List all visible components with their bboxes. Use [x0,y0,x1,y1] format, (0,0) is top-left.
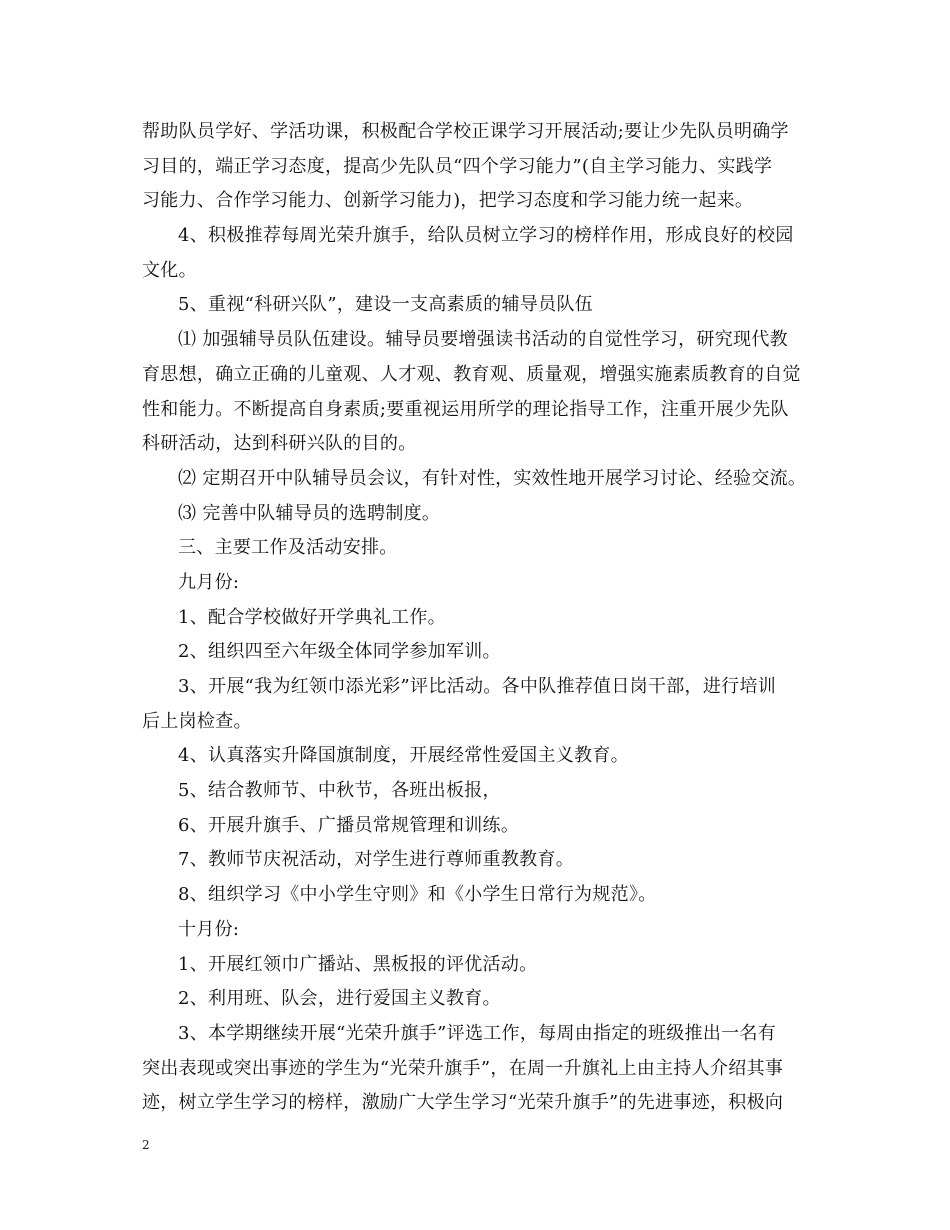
text-line: 十月份: [178,918,240,940]
text-line: 4、积极推荐每周光荣升旗手，给队员树立学习的榜样作用，形成良好的校园 [178,225,794,247]
text-line: 性和能力。不断提高自身素质;要重视运用所学的理论指导工作，注重开展少先队 [142,398,789,420]
text-line: 突出表现或突出事迹的学生为“光荣升旗手”，在周一升旗礼上由主持人介绍其事 [142,1057,784,1079]
text-line: 7、教师节庆祝活动，对学生进行尊师重教教育。 [178,849,575,871]
text-line: 科研活动，达到科研兴队的目的。 [142,433,417,455]
text-line: ⑴ 加强辅导员队伍建设。辅导员要增强读书活动的自觉性学习，研究现代教 [178,329,788,351]
text-line: 3、开展“我为红领巾添光彩”评比活动。各中队推荐值日岗干部，进行培训 [178,676,777,697]
text-line: 九月份: [178,571,240,593]
text-line: 育思想，确立正确的儿童观、人才观、教育观、质量观，增强实施素质教育的自觉 [142,363,801,385]
document-body [142,115,822,1121]
text-line: 1、配合学校做好开学典礼工作。 [178,606,446,628]
text-line: 5、重视“科研兴队”，建设一支高素质的辅导员队伍 [178,294,594,316]
text-line: 4、认真落实升降国旗制度，开展经常性爱国主义教育。 [178,745,629,767]
text-line: ⑵ 定期召开中队辅导员会议，有针对性，实效性地开展学习讨论、经验交流。 [178,467,807,489]
text-line: 6、开展升旗手、广播员常规管理和训练。 [178,814,520,836]
text-line: 3、本学期继续开展“光荣升旗手”评选工作，每周由指定的班级推出一名有 [178,1022,777,1044]
text-line: 后上岗检查。 [142,710,252,732]
text-line: 2、利用班、队会，进行爱国主义教育。 [178,988,501,1010]
text-line: 习目的，端正学习态度，提高少先队员“四个学习能力”(自主学习能力、实践学 [142,155,773,177]
text-line: 三、主要工作及活动安排。 [178,537,398,559]
text-line: 习能力、合作学习能力、创新学习能力)，把学习态度和学习能力统一起来。 [142,190,754,212]
text-line: 8、组织学习《中小学生守则》和《小学生日常行为规范》。 [178,884,657,906]
text-line: 5、结合教师节、中秋节，各班出板报， [178,780,501,802]
text-line: 迹，树立学生学习的榜样，激励广大学生学习“光荣升旗手”的先进事迹，积极向 [142,1092,784,1114]
text-line: 1、开展红领巾广播站、黑板报的评优活动。 [178,953,538,975]
page-number: 2 [142,1138,150,1152]
text-line: 2、组织四至六年级全体同学参加军训。 [178,641,501,663]
text-line: 帮助队员学好、学活功课，积极配合学校正课学习开展活动;要让少先队员明确学 [142,121,789,142]
text-line: 文化。 [142,259,197,281]
text-line: ⑶ 完善中队辅导员的选聘制度。 [178,502,441,524]
